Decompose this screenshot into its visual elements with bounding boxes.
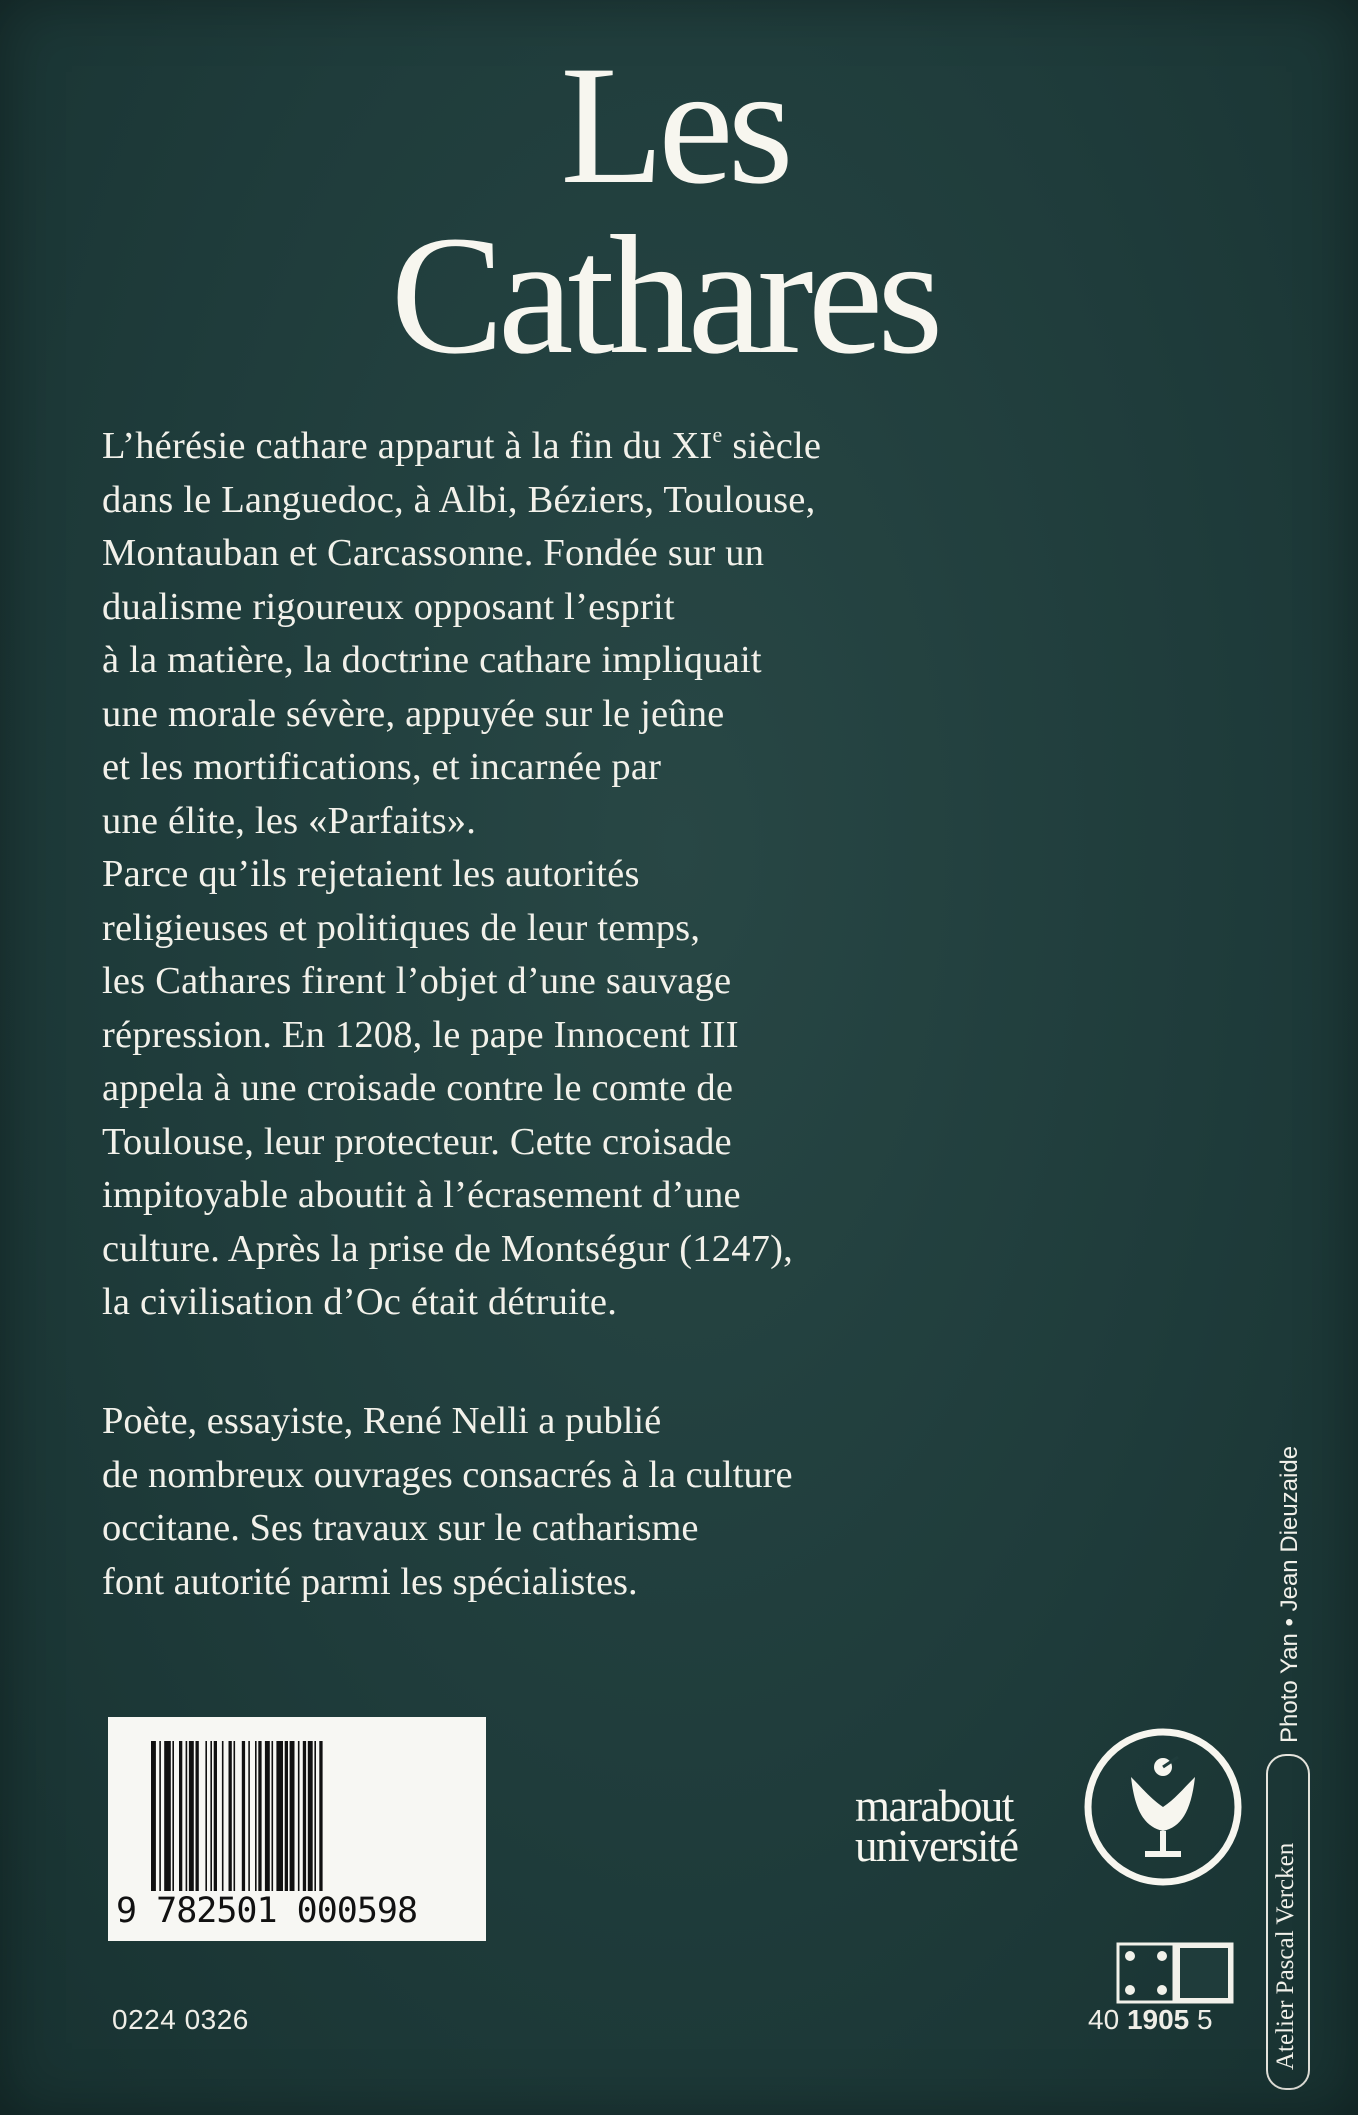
barcode-bar (265, 1741, 270, 1891)
atelier-credit: Atelier Pascal Vercken (1272, 1842, 1299, 2070)
photo-credit: Photo Yan • Jean Dieuzaide (1276, 1445, 1303, 1743)
barcode-bar (214, 1741, 217, 1891)
barcode-bar (159, 1741, 161, 1891)
description-line: Toulouse, leur protecteur. Cette croisade (102, 1120, 732, 1163)
description-line: la civilisation d’Oc était détruite. (102, 1281, 618, 1323)
barcode-bars (151, 1741, 481, 1891)
barcode-bar (272, 1741, 274, 1891)
code-right: 40 1905 5 (1088, 2004, 1213, 2035)
description-line: appela à une croisade contre le comte de (102, 1067, 734, 1109)
barcode-bar (229, 1741, 232, 1891)
barcode-bar (210, 1741, 212, 1891)
barcode-bar (276, 1741, 283, 1891)
barcode-bar (290, 1741, 295, 1891)
superscript: e (712, 422, 723, 447)
barcode-bar (258, 1741, 261, 1891)
title-line-1: Les (560, 31, 788, 219)
description-line: culture. Après la prise de Montségur (1247), (102, 1227, 793, 1270)
barcode-bar (222, 1741, 224, 1891)
bio-line: de nombreux ouvrages consacrés à la culture (102, 1453, 793, 1496)
book-description (102, 420, 1102, 1330)
code-left: 0224 0326 (112, 2004, 249, 2035)
barcode-bar (248, 1741, 250, 1891)
bio-line: font autorité parmi les spécialistes. (102, 1560, 638, 1603)
description-line: une élite, les «Parfaits». (102, 799, 477, 842)
barcode-digits: 9 782501 000598 (116, 1891, 418, 1931)
description-line: religieuses et politiques de leur temps, (102, 906, 701, 949)
barcode-bar (234, 1741, 236, 1891)
marabout-bird-logo-icon (1083, 1727, 1243, 1887)
publisher-line-2: université (855, 1821, 1018, 1871)
barcode-bar (285, 1741, 288, 1891)
description-line: impitoyable aboutit à l’écrasement d’une (102, 1174, 741, 1216)
barcode-bar (172, 1741, 174, 1891)
publisher-name (855, 1781, 1095, 1871)
description-line: à la matière, la doctrine cathare impliquait (102, 639, 762, 681)
barcode-bar (189, 1741, 194, 1891)
description-line: dans le Languedoc, à Albi, Béziers, Toulouse, (102, 478, 816, 521)
title-line-2: Cathares (390, 201, 938, 389)
barcode-bar (319, 1741, 322, 1891)
barcode-bar (308, 1741, 313, 1891)
bio-line: occitane. Ses travaux sur le catharisme (102, 1507, 699, 1549)
description-line: L’hérésie cathare apparut à la fin du XIe siècle (102, 422, 822, 467)
author-bio (102, 1395, 1102, 1609)
barcode-bar (314, 1741, 316, 1891)
barcode-bar (164, 1741, 171, 1891)
code-right-bold: 1905 (1126, 2004, 1190, 2035)
barcode-bar (179, 1741, 182, 1891)
barcode (108, 1717, 486, 1941)
description-line: Montauban et Carcassonne. Fondée sur un (102, 532, 765, 574)
format-dice-icon (1116, 1942, 1234, 2006)
barcode-bar (196, 1741, 199, 1891)
description-line: les Cathares firent l’objet d’une sauvage (102, 960, 732, 1002)
barcode-bar (255, 1741, 257, 1891)
barcode-bar (242, 1741, 245, 1891)
barcode-bar (298, 1741, 300, 1891)
barcode-bar (151, 1741, 156, 1891)
publisher-line-1: marabout (855, 1781, 1013, 1831)
barcode-bar (303, 1741, 306, 1891)
description-line: dualisme rigoureux opposant l’esprit (102, 585, 675, 628)
barcode-bar (205, 1741, 207, 1891)
barcode-bar (186, 1741, 188, 1891)
description-line: et les mortifications, et incarnée par (102, 746, 662, 788)
description-line: répression. En 1208, le pape Innocent III (102, 1013, 739, 1056)
description-line: Parce qu’ils rejetaient les autorités (102, 853, 640, 895)
description-line: une morale sévère, appuyée sur le jeûne (102, 692, 725, 735)
bio-line: Poète, essayiste, René Nelli a publié (102, 1400, 662, 1442)
book-title (0, 31, 1358, 389)
